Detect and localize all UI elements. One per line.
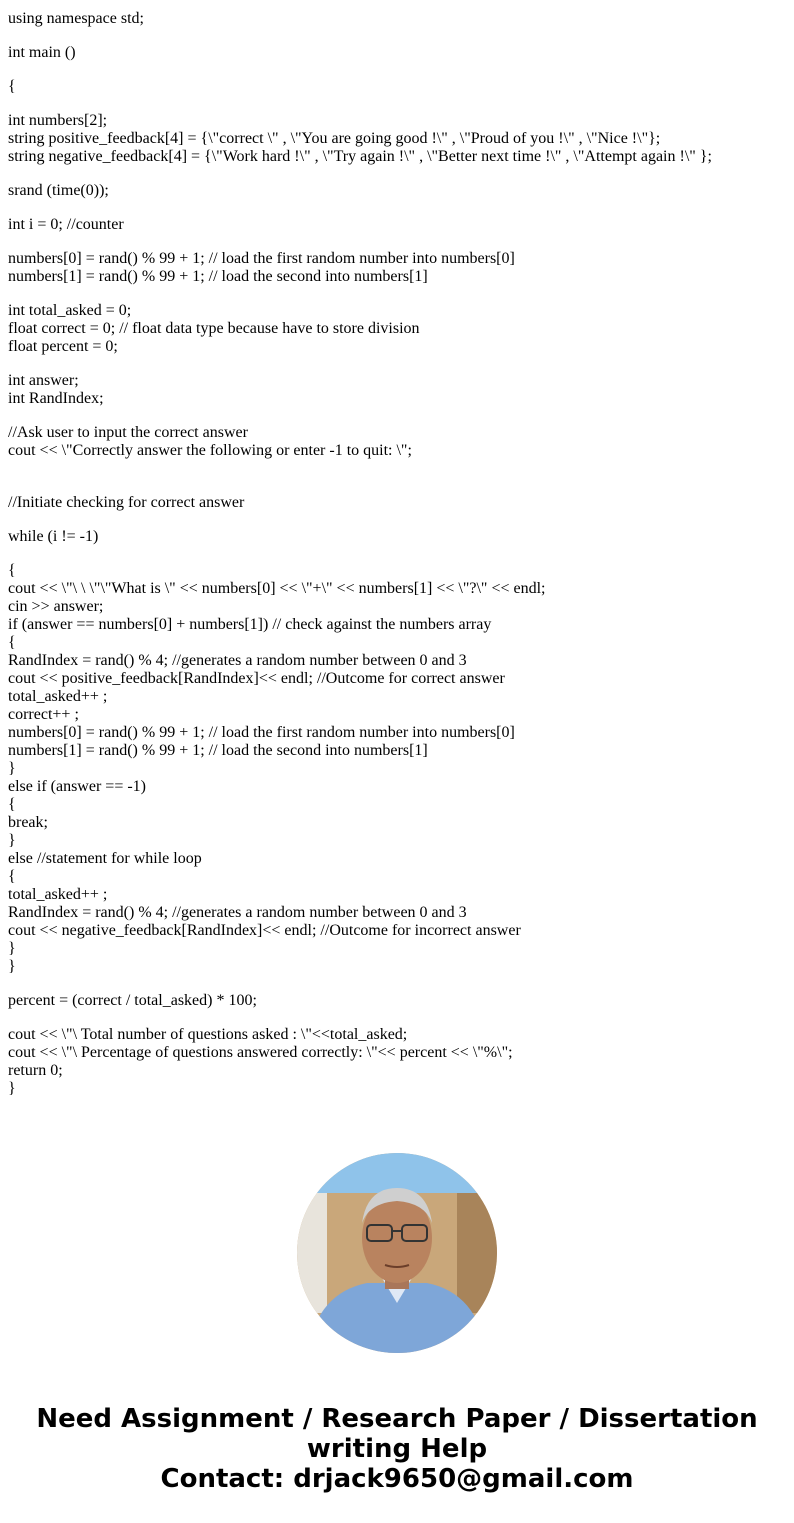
- code-line: string negative_feedback[4] = {\"Work hard !\" , \"Try again !\" , \"Better next time !\" , \"Attempt again !\" };: [8, 148, 712, 165]
- code-line: float correct = 0; // float data type because have to store division: [8, 320, 420, 337]
- code-paragraph: [8, 182, 712, 200]
- code-line: correct++ ;: [8, 706, 79, 723]
- author-photo: [297, 1153, 497, 1353]
- promo-banner: [0, 1404, 794, 1494]
- code-paragraph: [8, 1026, 712, 1098]
- code-line: srand (time(0));: [8, 182, 109, 199]
- code-line: int numbers[2];: [8, 112, 108, 129]
- code-line: }: [8, 958, 16, 975]
- code-line: cout << negative_feedback[RandIndex]<< endl; //Outcome for incorrect answer: [8, 922, 521, 939]
- code-line: numbers[0] = rand() % 99 + 1; // load the first random number into numbers[0]: [8, 250, 515, 267]
- code-line: while (i != -1): [8, 528, 99, 545]
- code-paragraph: [8, 78, 712, 96]
- code-line: cout << \"\ \ \"\"What is \" << numbers[0] << \"+\" << numbers[1] << \"?\" << endl;: [8, 580, 546, 597]
- code-line: //Ask user to input the correct answer: [8, 424, 248, 441]
- code-line: }: [8, 832, 16, 849]
- code-paragraph: [8, 112, 712, 166]
- code-paragraph: [8, 424, 712, 478]
- code-paragraph: [8, 216, 712, 234]
- code-line: cout << \"\ Percentage of questions answered correctly: \"<< percent << \"%\";: [8, 1044, 513, 1061]
- code-line: {: [8, 868, 16, 885]
- code-line: }: [8, 1080, 16, 1097]
- code-paragraph: [8, 372, 712, 408]
- code-line: cout << positive_feedback[RandIndex]<< endl; //Outcome for correct answer: [8, 670, 505, 687]
- code-line: numbers[0] = rand() % 99 + 1; // load the first random number into numbers[0]: [8, 724, 515, 741]
- code-line: break;: [8, 814, 48, 831]
- code-paragraph: [8, 992, 712, 1010]
- code-line: total_asked++ ;: [8, 886, 108, 903]
- code-line: total_asked++ ;: [8, 688, 108, 705]
- code-line: int i = 0; //counter: [8, 216, 124, 233]
- code-line: cout << \"Correctly answer the following or enter -1 to quit: \";: [8, 442, 412, 459]
- code-line: {: [8, 78, 16, 95]
- code-paragraph: [8, 44, 712, 62]
- code-line: RandIndex = rand() % 4; //generates a random number between 0 and 3: [8, 904, 467, 921]
- code-line: numbers[1] = rand() % 99 + 1; // load the second into numbers[1]: [8, 742, 428, 759]
- code-line: percent = (correct / total_asked) * 100;: [8, 992, 257, 1009]
- code-paragraph: [8, 302, 712, 356]
- code-paragraph: [8, 250, 712, 286]
- code-line: }: [8, 760, 16, 777]
- portrait-image: [297, 1153, 497, 1353]
- code-paragraph: [8, 494, 712, 512]
- code-line: {: [8, 562, 16, 579]
- code-line: else if (answer == -1): [8, 778, 146, 795]
- code-line: int total_asked = 0;: [8, 302, 132, 319]
- code-listing: [8, 10, 712, 1114]
- code-paragraph: [8, 528, 712, 546]
- code-line: }: [8, 940, 16, 957]
- code-line: int RandIndex;: [8, 390, 104, 407]
- code-line: using namespace std;: [8, 10, 144, 27]
- code-line: [8, 460, 712, 478]
- code-line: float percent = 0;: [8, 338, 118, 355]
- code-line: //Initiate checking for correct answer: [8, 494, 245, 511]
- code-paragraph: [8, 10, 712, 28]
- code-line: int main (): [8, 44, 76, 61]
- promo-line-1: Need Assignment / Research Paper / Dissertation: [36, 1404, 758, 1434]
- code-line: {: [8, 634, 16, 651]
- code-line: else //statement for while loop: [8, 850, 202, 867]
- code-paragraph: [8, 562, 712, 976]
- code-line: int answer;: [8, 372, 79, 389]
- promo-line-2: writing Help: [306, 1434, 488, 1464]
- code-line: if (answer == numbers[0] + numbers[1]) // check against the numbers array: [8, 616, 492, 633]
- code-line: numbers[1] = rand() % 99 + 1; // load the second into numbers[1]: [8, 268, 428, 285]
- code-line: RandIndex = rand() % 4; //generates a random number between 0 and 3: [8, 652, 467, 669]
- code-line: cin >> answer;: [8, 598, 104, 615]
- code-line: return 0;: [8, 1062, 63, 1079]
- code-line: string positive_feedback[4] = {\"correct \" , \"You are going good !\" , \"Proud of you !\" , \"Nice !\"};: [8, 130, 661, 147]
- code-line: {: [8, 796, 16, 813]
- code-line: cout << \"\ Total number of questions asked : \"<<total_asked;: [8, 1026, 408, 1043]
- promo-contact: Contact: drjack9650@gmail.com: [160, 1464, 634, 1494]
